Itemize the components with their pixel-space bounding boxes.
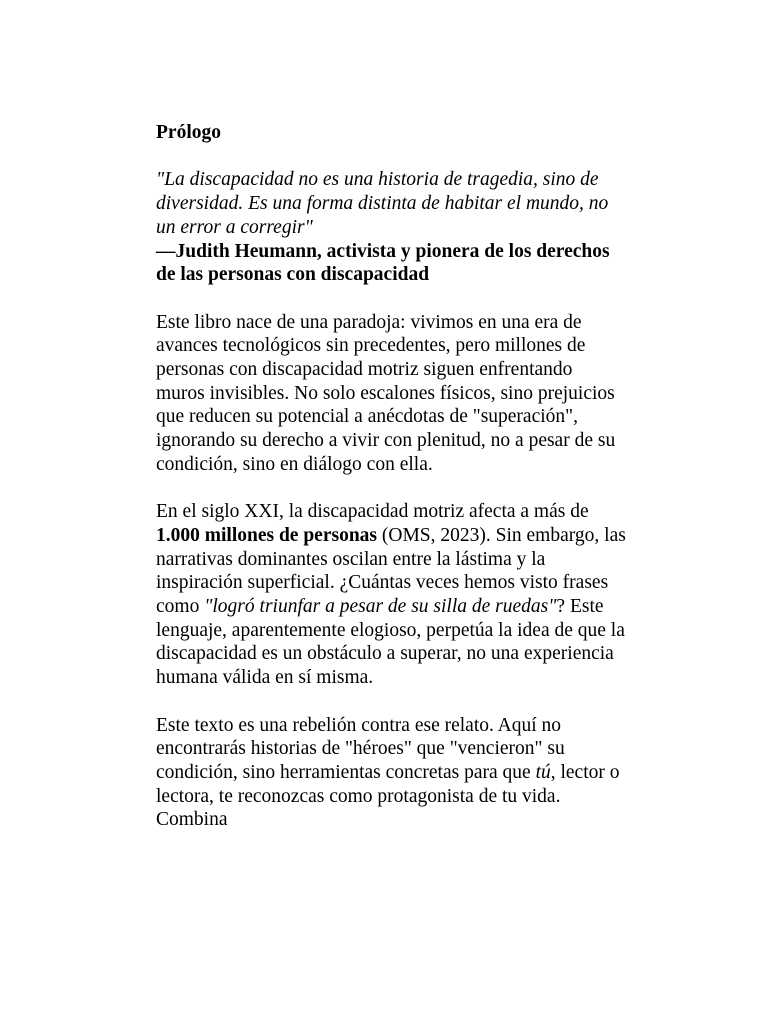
paragraph-2-text-a: En el siglo XXI, la discapacidad motriz afecta a más de xyxy=(156,501,589,523)
chapter-heading: Prólogo xyxy=(156,122,221,143)
epigraph-quote: "La discapacidad no es una historia de tragedia, sino de diversidad. Es una forma distinta de habitar el mundo, no un error a corregir" xyxy=(156,169,609,238)
paragraph-3 xyxy=(156,714,626,833)
paragraph-3-text-c: , lector o lectora, te reconozcas como protagonista de tu vida. Combina xyxy=(156,761,620,831)
paragraph-1: Este libro nace de una paradoja: vivimos en una era de avances tecnológicos sin precedentes, pero millones de personas con discapacidad motriz siguen enfrentando muros invisibles. No solo escalones físicos, sino prejuicios que reducen su potencial a anécdotas de "superación", ignorando su derecho a vivir con plenitud, no a pesar de su condición, sino en diálogo con ella. xyxy=(156,311,616,475)
paragraph-2 xyxy=(156,500,626,690)
paragraph-2-emphasis-statistic: 1.000 millones de personas xyxy=(156,524,378,546)
epigraph xyxy=(156,168,626,287)
paragraph-3-text-a: Este texto es una rebelión contra ese relato. Aquí no encontrarás historias de "héroes" que "vencieron" su condición, sino herramientas concretas para que xyxy=(156,714,565,783)
paragraph-2-text-c: (OMS, 2023). Sin embargo, las narrativas dominantes oscilan entre la lástima y la inspiración superficial. ¿Cuántas veces hemos visto frases como xyxy=(156,524,626,618)
epigraph-attribution: —Judith Heumann, activista y pionera de los derechos de las personas con discapacidad xyxy=(156,240,610,286)
paragraph-3-emphasis-tu: tú xyxy=(535,761,551,783)
paragraph-2-text-e: ? Este lenguaje, aparentemente elogioso, perpetúa la idea de que la discapacidad es un obstáculo a superar, no una experiencia humana válida en sí misma. xyxy=(156,596,625,689)
paragraph-2-quoted-phrase: "logró triunfar a pesar de su silla de ruedas" xyxy=(204,596,557,618)
document-page xyxy=(156,121,626,856)
